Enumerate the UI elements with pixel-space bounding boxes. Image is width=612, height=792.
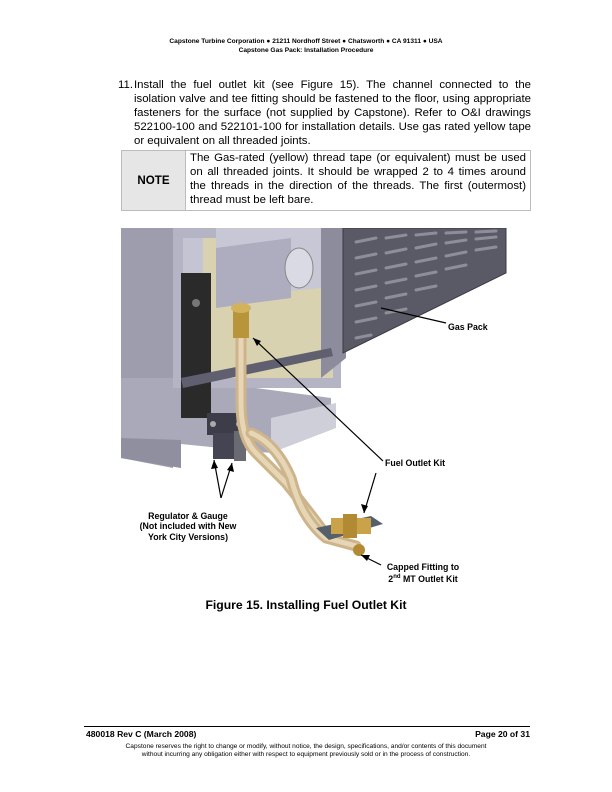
note-box [121,150,531,211]
capped-fitting [353,544,365,556]
footer-doc-id: 480018 Rev C (March 2008) [86,729,197,739]
regulator-line1: Regulator & Gauge [148,511,228,521]
header-doc-title: Capstone Gas Pack: Installation Procedure [238,47,374,54]
black-panel [181,273,211,418]
disclaimer-line1: Capstone reserves the right to change or modify, without notice, the design, specifications, and/or contents of this document [125,743,487,750]
figure-caption: Figure 15. Installing Fuel Outlet Kit [205,598,407,612]
footer-page-number: Page 20 of 31 [475,729,530,739]
disclaimer-line2: without incurring any obligation either with respect to equipment previously sold or in the process of construction. [141,751,471,759]
capped-line2 [380,572,466,584]
capped-line1: Capped Fitting to [386,562,460,572]
callout-fuel-outlet-kit: Fuel Outlet Kit [385,458,446,468]
capped-superscript: nd [393,574,401,581]
callout-gas-pack: Gas Pack [448,322,488,332]
capped-rest: MT Outlet Kit [400,574,458,585]
callout-capped-fitting [380,562,466,585]
regulator-line2: (Not included with New [139,521,237,532]
capped-ordinal: 2 [388,574,394,585]
step-number: 11. [118,79,133,91]
note-label: NOTE [122,151,186,211]
callout-regulator-gauge [120,511,256,542]
regulator-line3: York City Versions) [147,531,228,542]
page-header [0,37,612,55]
step-text: Install the fuel outlet kit (see Figure 15). The channel connected to the isolation valve and tee fitting should be fastened to the floor, using appropriate fasteners for the surface (not supplied by Capstone). Refer to O&I drawings 522100-100 and 522101-100 for installation details. Use gas rated yellow tape or equivalent on all threaded joints. [134,79,531,148]
footer-disclaimer [0,743,612,760]
footer-rule [84,726,530,727]
note-text: The Gas-rated (yellow) thread tape (or equivalent) must be used on all threaded joints. It should be wrapped 2 to 4 times around the threads in the direction of the threads. The first (outermost) thread must be left bare. [186,151,531,211]
header-company-line: Capstone Turbine Corporation ● 21211 Nordhoff Street ● Chatsworth ● CA 91311 ● USA [169,38,443,45]
